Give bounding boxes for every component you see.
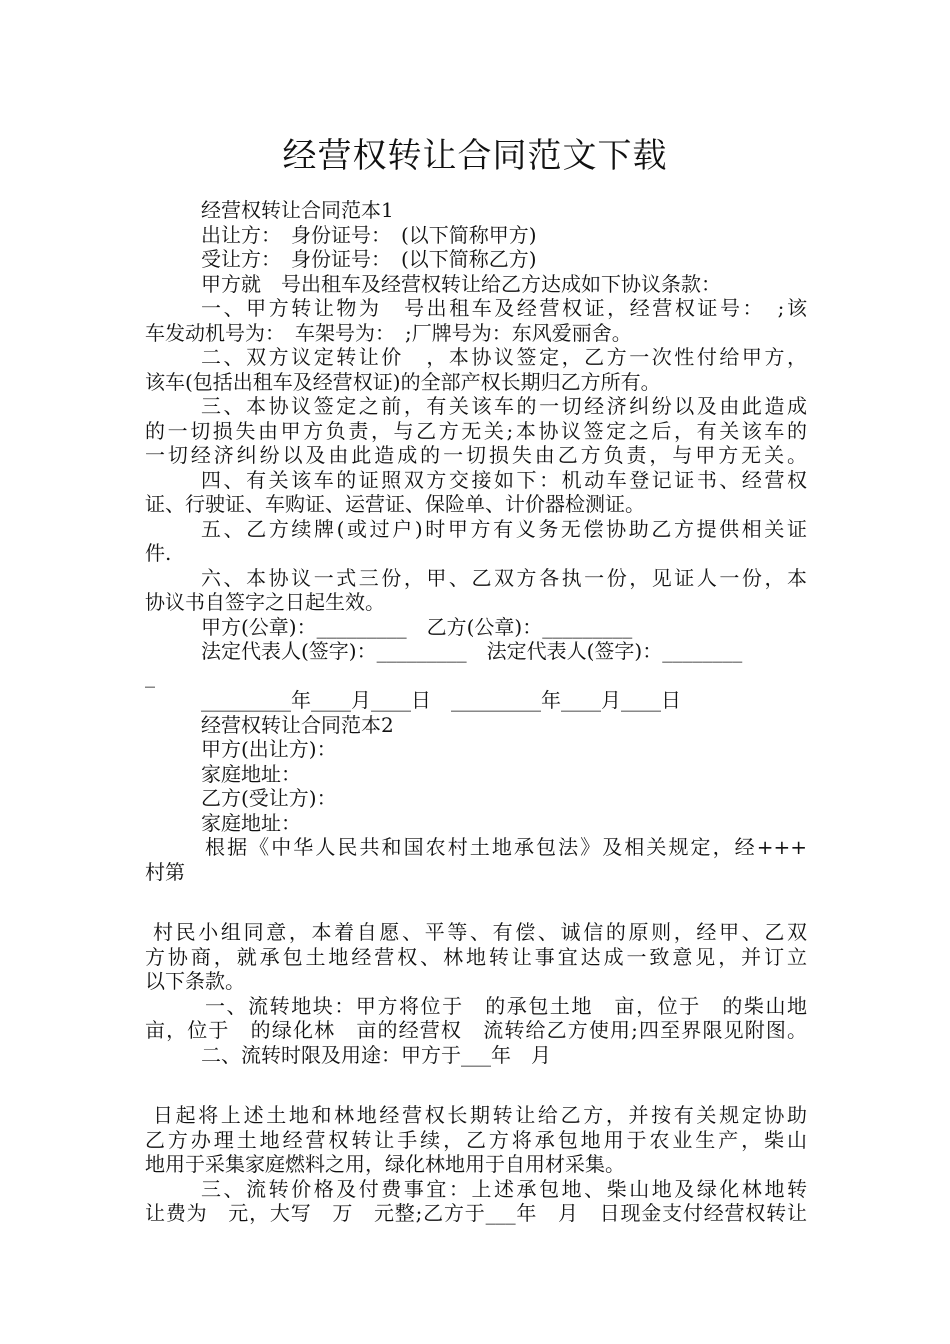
- address-line: 家庭地址：: [201, 810, 301, 835]
- preamble-line: 甲方就 号出租车及经营权转让给乙方达成如下协议条款：: [201, 271, 721, 296]
- clause-line: 地用于采集家庭燃料之用，绿化林地用于自用材采集。: [145, 1152, 625, 1176]
- clause-line: 协议书自签字之日起生效。: [145, 590, 385, 614]
- section-heading-2: 经营权转让合同范本2: [201, 712, 394, 737]
- blank-gap: [145, 1067, 807, 1103]
- clause-line: 件.: [145, 541, 172, 565]
- clause-line: 二、流转时限及用途：甲方于___年 月: [201, 1042, 551, 1067]
- signature-line: 法定代表人(签字)：_________ 法定代表人(签字)：________: [201, 639, 743, 663]
- basis-line: 根据《中华人民共和国农村土地承包法》及相关规定，经+++: [205, 835, 807, 859]
- document-body: [145, 198, 807, 1226]
- agreement-line: 村民小组同意，本着自愿、平等、有偿、诚信的原则，经甲、乙双: [153, 920, 807, 944]
- clause-line: 亩，位于 的绿化林 亩的经营权 流转给乙方使用;四至界限见附图。: [145, 1018, 807, 1042]
- clause-line: 一切经济纠纷以及由此造成的一切损失由乙方负责，与甲方无关。: [145, 443, 807, 467]
- address-line: 家庭地址：: [201, 761, 301, 786]
- basis-line: 村第: [145, 859, 185, 884]
- transferor-line: 出让方： 身份证号： (以下简称甲方): [201, 222, 537, 247]
- signature-overflow: _: [145, 663, 155, 688]
- clause-line: 日起将上述土地和林地经营权长期转让给乙方，并按有关规定协助: [153, 1103, 807, 1127]
- clause-line: 车发动机号为： 车架号为： ;厂牌号为：东风爱丽舍。: [145, 320, 632, 345]
- clause-line: 一、甲方转让物为 号出租车及经营权证，经营权证号： ;该: [201, 296, 807, 320]
- clause-line: 让费为 元，大写 万 元整;乙方于___年 月 日现金支付经营权转让: [145, 1201, 807, 1225]
- document-title: 经营权转让合同范文下载: [282, 136, 668, 176]
- clause-line: 证、行驶证、车购证、运营证、保险单、计价器检测证。: [145, 492, 645, 516]
- clause-line: 乙方办理土地经营权转让手续，乙方将承包地用于农业生产，柴山: [145, 1127, 807, 1152]
- transferee-line: 受让方： 身份证号： (以下简称乙方): [201, 247, 537, 271]
- agreement-line: 方协商，就承包土地经营权、林地转让事宜达成一致意见，并订立: [145, 944, 807, 969]
- party-a-line: 甲方(出让方)：: [201, 737, 337, 761]
- agreement-line: 以下条款。: [145, 969, 245, 993]
- clause-line: 的一切损失由甲方负责，与乙方无关;本协议签定之后，有关该车的: [145, 418, 807, 443]
- clause-line: 一、流转地块：甲方将位于 的承包土地 亩，位于 的柴山地: [205, 993, 807, 1018]
- clause-line: 二、双方议定转让价 ，本协议签定，乙方一次性付给甲方，: [201, 345, 807, 369]
- clause-line: 四、有关该车的证照双方交接如下：机动车登记证书、经营权: [201, 467, 807, 492]
- clause-line: 五、乙方续牌(或过户)时甲方有义务无偿协助乙方提供相关证: [201, 516, 807, 541]
- clause-line: 六、本协议一式三份，甲、乙双方各执一份，见证人一份，本: [201, 565, 807, 590]
- seal-line: 甲方(公章)：_________ 乙方(公章)：_________: [201, 614, 633, 639]
- clause-line: 该车(包括出租车及经营权证)的全部产权长期归乙方所有。: [145, 369, 661, 394]
- clause-line: 三、流转价格及付费事宜：上述承包地、柴山地及绿化林地转: [201, 1176, 807, 1201]
- section-heading-1: 经营权转让合同范本1: [201, 198, 394, 222]
- date-line: _________年____月____日 _________年____月____日: [201, 688, 681, 712]
- blank-gap: [145, 884, 807, 920]
- party-b-line: 乙方(受让方)：: [201, 786, 337, 810]
- clause-line: 三、本协议签定之前，有关该车的一切经济纠纷以及由此造成: [201, 394, 807, 418]
